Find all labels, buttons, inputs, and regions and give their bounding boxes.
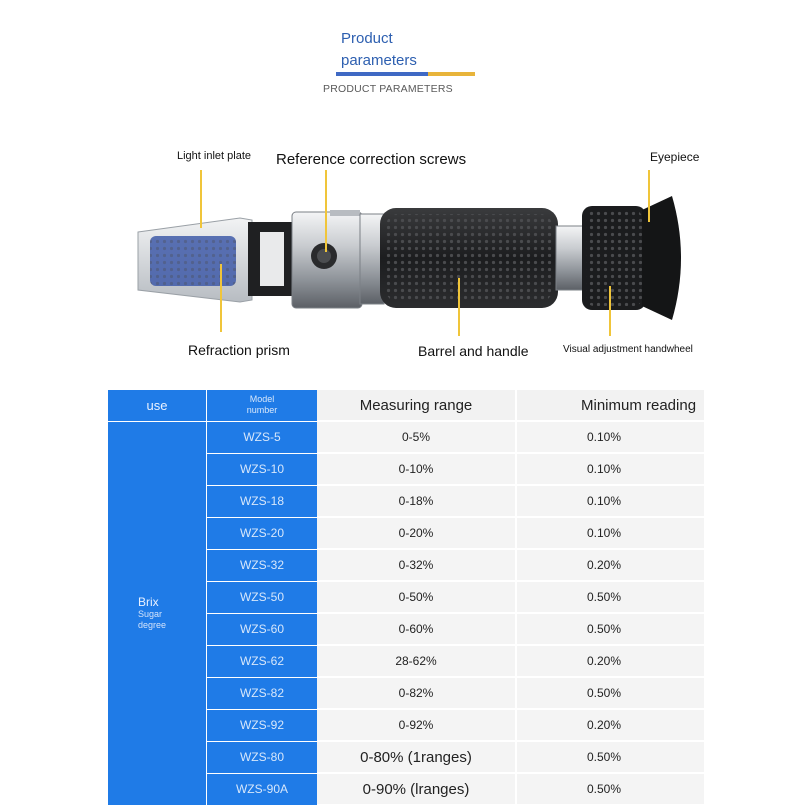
label-reference-correction-screws: Reference correction screws (276, 151, 467, 168)
range-cell: 0-90% (lranges) (317, 773, 516, 805)
model-cell: WZS-32 (207, 549, 318, 581)
min-reading-cell: 0.20% (516, 549, 704, 581)
leader-eyepiece (648, 170, 650, 222)
header-minimum-reading: Minimum reading (516, 390, 704, 421)
label-refraction-prism: Refraction prism (188, 342, 290, 358)
leader-handwheel (609, 286, 611, 336)
min-reading-cell: 0.10% (516, 453, 704, 485)
model-cell: WZS-80 (207, 741, 318, 773)
light-inlet-plate-part (138, 218, 252, 302)
range-cell: 28-62% (317, 645, 516, 677)
model-cell: WZS-20 (207, 517, 318, 549)
model-cell: WZS-10 (207, 453, 318, 485)
range-cell: 0-18% (317, 485, 516, 517)
range-cell: 0-5% (317, 421, 516, 453)
label-visual-adjustment-handwheel: Visual adjustment handwheel (563, 344, 693, 355)
range-cell: 0-32% (317, 549, 516, 581)
label-light-inlet-plate: Light inlet plate (177, 150, 251, 162)
range-cell: 0-80% (1ranges) (317, 741, 516, 773)
model-cell: WZS-5 (207, 421, 318, 453)
min-reading-cell: 0.20% (516, 709, 704, 741)
header-measuring-range: Measuring range (317, 390, 516, 421)
leader-correction-screws (325, 170, 327, 252)
model-cell: WZS-18 (207, 485, 318, 517)
range-cell: 0-10% (317, 453, 516, 485)
model-cell: WZS-90A (207, 773, 318, 805)
range-cell: 0-20% (317, 517, 516, 549)
range-cell: 0-92% (317, 709, 516, 741)
use-brix-cell (108, 421, 207, 805)
min-reading-cell: 0.50% (516, 773, 704, 805)
header-accent-bar-gold (428, 72, 475, 76)
model-cell: WZS-92 (207, 709, 318, 741)
table-header-row (108, 390, 704, 421)
use-sugar-label: Sugar (138, 609, 163, 620)
min-reading-cell: 0.50% (516, 613, 704, 645)
range-cell: 0-82% (317, 677, 516, 709)
use-degree-label: degree (138, 620, 167, 631)
product-parameters-table (108, 390, 704, 806)
refractometer-diagram (0, 140, 800, 380)
range-cell: 0-60% (317, 613, 516, 645)
header-subtitle: PRODUCT PARAMETERS (323, 83, 453, 95)
min-reading-cell: 0.20% (516, 645, 704, 677)
model-cell: WZS-50 (207, 581, 318, 613)
header-title-line2: parameters (341, 52, 417, 69)
model-cell: WZS-82 (207, 677, 318, 709)
table-row (108, 421, 704, 453)
model-cell: WZS-62 (207, 645, 318, 677)
header-model-line1: Model (249, 394, 275, 405)
header-title (341, 28, 417, 72)
min-reading-cell: 0.10% (516, 421, 704, 453)
range-cell: 0-50% (317, 581, 516, 613)
min-reading-cell: 0.50% (516, 677, 704, 709)
leader-light-inlet-plate (200, 170, 202, 228)
label-eyepiece: Eyepiece (650, 150, 700, 164)
header-accent-bar-blue (336, 72, 428, 76)
min-reading-cell: 0.10% (516, 485, 704, 517)
barrel-handle-part (380, 208, 558, 308)
header-use: use (108, 390, 207, 421)
use-brix-label: Brix (138, 595, 159, 610)
min-reading-cell: 0.50% (516, 741, 704, 773)
header-model-number (207, 390, 318, 421)
neck-part (556, 226, 584, 290)
min-reading-cell: 0.10% (516, 517, 704, 549)
min-reading-cell: 0.50% (516, 581, 704, 613)
label-barrel-and-handle: Barrel and handle (418, 343, 529, 359)
header-model-line2: number (246, 405, 278, 416)
model-cell: WZS-60 (207, 613, 318, 645)
header-title-line1: Product (341, 30, 393, 47)
leader-barrel-handle (458, 278, 460, 336)
adjustment-handwheel-part (582, 206, 646, 310)
leader-refraction-prism (220, 264, 222, 332)
prism-block-part (248, 210, 362, 308)
